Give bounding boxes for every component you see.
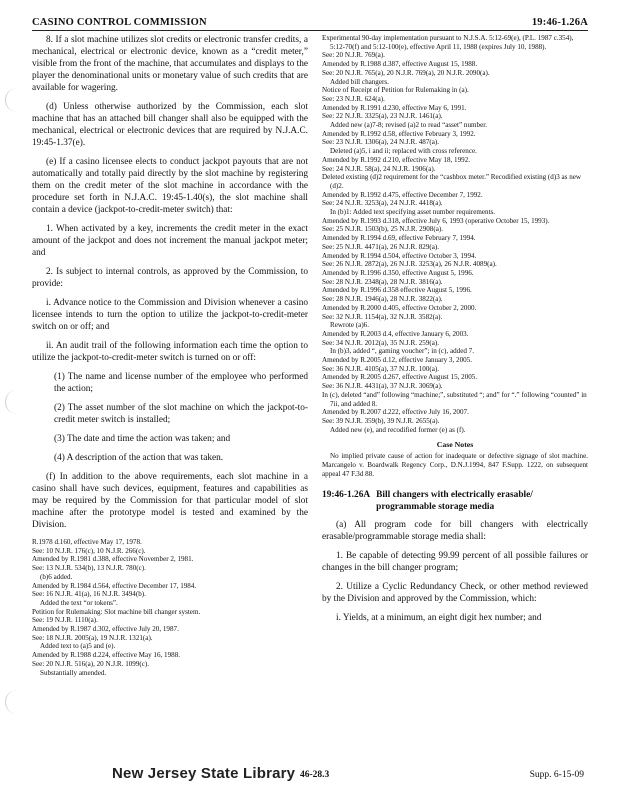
history-note: Amended by R.1992 d.58, effective February 3, 1992. [322,129,476,138]
history-note: Deleted existing (d)2 requirement for the “cashbox meter.” Recodified existing (d)3 as new (d)2. [322,173,582,190]
punch-hole-mark [5,88,28,112]
history-note: See: 36 N.J.R. 4105(a), 37 N.J.R. 100(a). [322,364,440,373]
paragraph: (d) Unless otherwise authorized by the Commission, each slot machine that has an attached bill changer shall also be equipped with the mechanical, electrical or electronic devices that are required by N.J.A.C. 19:45-1.37(e). [32,102,308,148]
paragraph: (e) If a casino licensee elects to conduct jackpot payouts that are not automatically and totally paid directly by the slot machine by registering them on the credit meter of the slot machine in accordance with the procedure set forth in N.J.A.C. 19:45-1.40(s), the slot machine shall contain a device (jackpot-to-credit-meter switch) that: [32,157,308,215]
paragraph: (4) A description of the action that was taken. [54,453,224,463]
history-note: Amended by R.2005 d.267, effective August 15, 2005. [322,373,478,382]
history-note: See: 16 N.J.R. 41(a), 16 N.J.R. 3494(b). [32,590,146,599]
case-notes-body: No implied private cause of action for inadequate or defective signage of slot machine. Marcangelo v. Boardwalk Regency Corp., D.N.J.1994, 847 F.Supp. 1222, on subsequent appeal 47 F.3d 88. [322,452,588,478]
header-title: CASINO CONTROL COMMISSION [32,17,207,28]
history-note: See: 23 N.J.R. 624(a). [322,94,385,103]
history-note: Amended by R.1981 d.388, effective November 2, 1981. [32,555,194,564]
running-header [32,10,588,28]
paragraph: 8. If a slot machine utilizes slot credits or electronic transfer credits, a mechanical, electrical or electronic device, known as a “credit meter,” visible from the front of the machine, that accumulates and displays to the player the denominational units or monetary value of such credits that are available for wagering. [32,35,308,93]
paragraph: (1) The name and license number of the employee who performed the action; [54,372,308,394]
history-note: Amended by R.1994 d.504, effective October 3, 1994. [322,251,477,260]
right-history-notes [322,34,588,434]
history-note: Amended by R.1988 d.224, effective May 16, 1988. [32,651,181,660]
history-note: Experimental 90-day implementation pursuant to N.J.S.A. 5:12-69(e), (P.L. 1987 c.354), 5:12-70(f) and 5:12-100(e), effective April 11, 1988 (expires July 10, 1988). [322,34,574,51]
paragraph: ii. An audit trail of the following information each time the option to utilize the jackpot-to-credit-meter switch is turned on or off: [32,341,308,363]
paragraph: (2) The asset number of the slot machine on which the jackpot-to-credit meter switch is installed; [54,403,308,425]
history-note: Amended by R.2003 d.4, effective January 6, 2003. [322,329,469,338]
history-note: Added new (a)7-8; revised (a)2 to read “asset” number. [330,121,487,130]
page-number: 46-28.3 [300,770,330,780]
history-note: Amended by R.1992 d.475, effective December 7, 1992. [322,190,483,199]
paragraph: 1. When activated by a key, increments the credit meter in the exact amount of the jackpot and does not increment the manual jackpot meter; and [32,224,308,258]
history-note: Notice of Receipt of Petition for Rulemaking in (a). [322,86,469,95]
supplement-date: Supp. 6-15-09 [529,770,584,780]
section-number: 19:46-1.26A [322,489,371,500]
punch-hole-mark [5,390,28,414]
history-note: Amended by R.1992 d.210, effective May 18, 1992. [322,155,471,164]
history-note: Deleted (a)5, i and ii; replaced with cross reference. [330,147,477,156]
right-body-text [322,519,588,624]
paragraph: (3) The date and time the action was taken; and [54,434,231,444]
history-note: See: 28 N.J.R. 1946(a), 28 N.J.R. 3822(a). [322,295,443,304]
paragraph: i. Yields, at a minimum, an eight digit hex number; and [336,612,542,623]
history-note: R.1978 d.160, effective May 17, 1978. [32,538,142,546]
history-note: See: 20 N.J.R. 765(a), 20 N.J.R. 769(a), 20 N.J.R. 2090(a). [322,68,490,77]
left-history-notes [32,538,308,677]
history-note: Rewrote (a)6. [330,321,369,330]
punch-hole-mark [5,690,28,714]
history-note: In (b)3, added “, gaming voucher”; in (c), added 7. [330,347,474,356]
history-note: Added new (e), and recodified former (e) as (f). [330,425,466,434]
history-note: Added the text “or tokens”. [40,598,118,607]
history-note: See: 19 N.J.R. 1110(a). [32,616,98,625]
history-note: See: 10 N.J.R. 176(c), 10 N.J.R. 266(c). [32,546,146,555]
history-note: See: 24 N.J.R. 58(a), 24 N.J.R. 1906(a). [322,164,436,173]
left-body-text [32,34,308,531]
history-note: In (b)1: Added text specifying asset number requirements. [330,208,496,217]
history-note: See: 39 N.J.R. 359(b), 39 N.J.R. 2655(a). [322,416,440,425]
history-note: Amended by R.2005 d.12, effective January 3, 2005. [322,356,472,365]
paragraph: i. Advance notice to the Commission and Division whenever a casino licensee intends to turn the option to utilize the jackpot-to-credit-meter switch on or off; and [32,298,308,332]
section-heading [322,489,588,513]
history-note: See: 32 N.J.R. 1154(a), 32 N.J.R. 3582(a). [322,312,443,321]
history-note: Amended by R.1993 d.318, effective July 6, 1993 (operative October 15, 1993). [322,216,550,225]
history-note: See: 25 N.J.R. 4471(a), 26 N.J.R. 829(a). [322,242,440,251]
right-column [322,34,588,740]
paragraph: (f) In addition to the above requirements, each slot machine in a casino shall have such devices, equipment, features and capabilities as may be required by the Commission for that particular model of slot machine after the prototype model is tested and examined by the Division. [32,472,308,530]
history-note: In (c), deleted “and” following “machine;”, substituted “; and” for “.” following “counted” in 7ii, and added 8. [322,390,587,408]
history-note: Amended by R.1996 d.358 effective August 5, 1996. [322,286,472,295]
section-title: Bill changers with electrically erasable/ programmable storage media [376,489,533,512]
history-note: See: 20 N.J.R. 516(a), 20 N.J.R. 1099(c). [32,659,150,668]
case-notes-heading: Case Notes [436,440,474,450]
history-note: Amended by R.2007 d.222, effective July 16, 2007. [322,408,469,417]
history-note: Added text to (a)5 and (e). [40,642,116,651]
history-note: Amended by R.1996 d.350, effective August 5, 1996. [322,268,474,277]
left-column [32,34,308,740]
history-note: See: 23 N.J.R. 1306(a), 24 N.J.R. 487(a). [322,138,440,147]
history-note: See: 25 N.J.R. 1503(b), 25 N.J.R. 2908(a). [322,225,443,234]
history-note: Amended by R.1987 d.302, effective July 20, 1987. [32,625,179,634]
history-note: Amended by R.1984 d.564, effective December 17, 1984. [32,581,197,590]
history-note: (b)6 added. [40,572,73,581]
history-note: Amended by R.2000 d.405, effective October 2, 2000. [322,303,477,312]
paragraph: 2. Is subject to internal controls, as approved by the Commission, to provide: [32,267,308,289]
history-note: See: 36 N.J.R. 4431(a), 37 N.J.R. 3069(a). [322,382,443,391]
history-note: Added bill changers. [330,77,389,86]
history-note: See: 13 N.J.R. 534(b), 13 N.J.R. 780(c). [32,564,146,573]
header-rule [32,30,588,31]
history-note: Amended by R.1991 d.230, effective May 6, 1991. [322,103,467,112]
history-note: See: 34 N.J.R. 2012(a), 35 N.J.R. 259(a). [322,338,440,347]
history-note: See: 18 N.J.R. 2005(a), 19 N.J.R. 1321(a). [32,633,153,642]
history-note: See: 20 N.J.R. 769(a). [322,51,385,60]
history-note: Amended by R.1988 d.387, effective August 15, 1988. [322,60,478,69]
paragraph: (a) All program code for bill changers with electrically erasable/programmable storage media shall: [322,519,588,542]
history-note: Substantially amended. [40,668,107,677]
history-note: See: 26 N.J.R. 2872(a), 26 N.J.R. 3253(a), 26 N.J.R. 4089(a). [322,260,497,269]
paragraph: 1. Be capable of detecting 99.99 percent of all possible failures or changes in the bill changer program; [322,550,588,573]
paragraph: 2. Utilize a Cyclic Redundancy Check, or other method reviewed by the Division and approved by the Commission, which: [322,581,588,604]
history-note: Amended by R.1994 d.69, effective February 7, 1994. [322,234,476,243]
header-section-number: 19:46-1.26A [531,17,588,28]
history-note: Petition for Rulemaking: Slot machine bill changer system. [32,607,201,616]
history-note: See: 22 N.J.R. 3325(a), 23 N.J.R. 1461(a). [322,112,443,121]
history-note: See: 24 N.J.R. 3253(a), 24 N.J.R. 4418(a). [322,199,443,208]
library-watermark: New Jersey State Library [112,765,296,782]
history-note: See: 28 N.J.R. 2348(a), 28 N.J.R. 3816(a). [322,277,443,286]
